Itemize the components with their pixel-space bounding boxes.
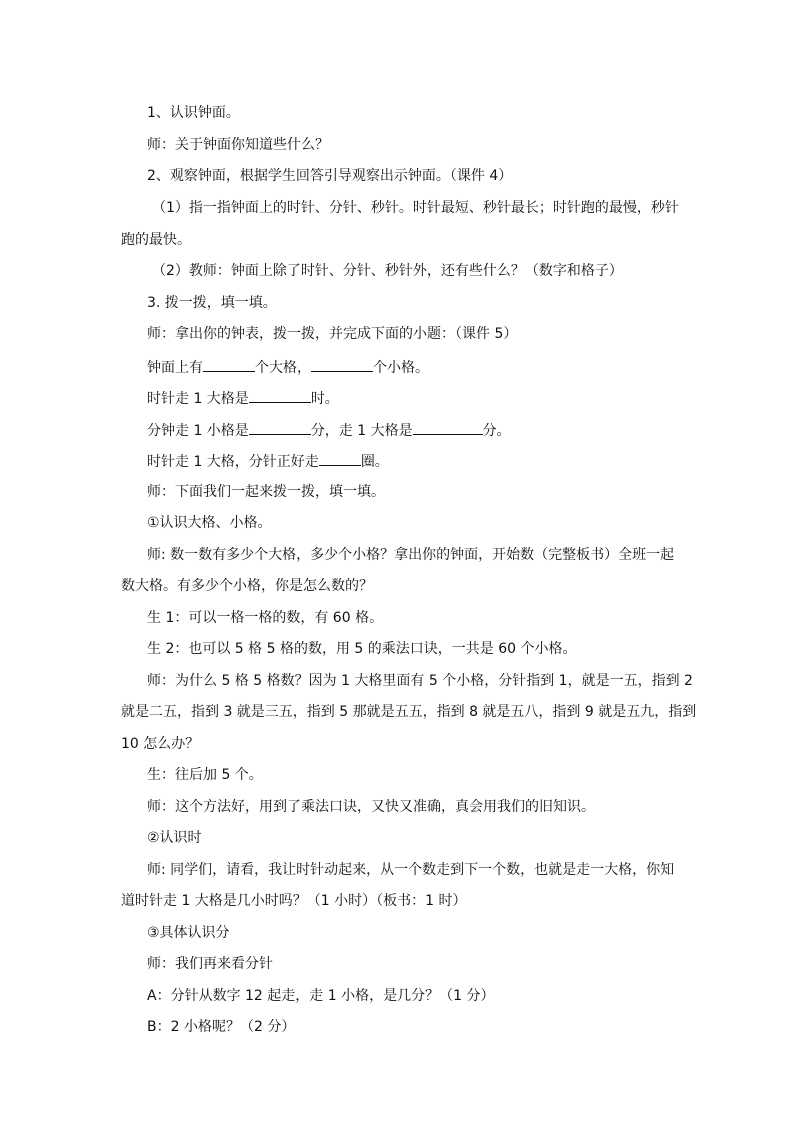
question-text: 个大格， xyxy=(255,360,311,376)
question-text: 时针走 1 大格，分针正好走 xyxy=(147,454,319,470)
paragraph-line: 生 1：可以一格一格的数，有 60 格。 xyxy=(147,610,384,626)
subheading-big-small-grids: ①认识大格、小格。 xyxy=(147,515,272,531)
answer-blank xyxy=(319,451,361,466)
paragraph-line: 道时针走 1 大格是几小时吗？（1 小时）（板书：1 时） xyxy=(121,893,467,909)
answer-blank xyxy=(413,420,483,435)
question-text: 分，走 1 大格是 xyxy=(310,423,413,439)
fill-in-question xyxy=(147,420,511,440)
subheading-know-minute: ③具体认识分 xyxy=(147,925,230,941)
paragraph-line: 10 怎么办？ xyxy=(121,736,200,752)
question-text: 个小格。 xyxy=(373,360,429,376)
subheading-know-hour: ②认识时 xyxy=(147,830,202,846)
paragraph-line: 师：这个方法好，用到了乘法口诀，又快又准确，真会用我们的旧知识。 xyxy=(147,799,595,815)
paragraph-line: （2）教师：钟面上除了时针、分针、秒针外，还有些什么？（数字和格子） xyxy=(152,263,623,279)
answer-blank xyxy=(249,388,311,403)
paragraph-line: 生：往后加 5 个。 xyxy=(147,767,263,783)
heading-dial-and-fill: 3. 拨一拨，填一填。 xyxy=(147,295,277,311)
paragraph-line: 跑的最快。 xyxy=(121,232,191,248)
question-text: 分。 xyxy=(482,423,511,439)
answer-blank xyxy=(203,357,255,372)
fill-in-question xyxy=(147,388,339,408)
paragraph-line: 师：我们再来看分针 xyxy=(147,956,273,972)
paragraph-line: A：分针从数字 12 起走，走 1 小格，是几分？（1 分） xyxy=(147,988,495,1004)
paragraph-line: 师：关于钟面你知道些什么？ xyxy=(147,137,329,153)
heading-know-clock-face: 1、认识钟面。 xyxy=(147,105,240,121)
paragraph-line: 就是二五，指到 3 就是三五，指到 5 那就是五五，指到 8 就是五八，指到 9 就是五九，指到 xyxy=(121,704,697,720)
answer-blank xyxy=(249,420,311,435)
paragraph-line: （1）指一指钟面上的时针、分针、秒针。时针最短、秒针最长；时针跑的最慢，秒针 xyxy=(152,200,679,216)
paragraph-line: 师：拿出你的钟表，拨一拨，并完成下面的小题：（课件 5） xyxy=(147,326,518,342)
answer-blank xyxy=(311,357,373,372)
paragraph-line: 师: 同学们，请看，我让时针动起来，从一个数走到下一个数，也就是走一大格，你知 xyxy=(147,862,675,878)
paragraph-line: 师: 数一数有多少个大格，多少个小格？拿出你的钟面，开始数（完整板书）全班一起 xyxy=(147,547,675,563)
question-text: 分钟走 1 小格是 xyxy=(147,423,249,439)
question-text: 圈。 xyxy=(360,454,389,470)
question-text: 钟面上有 xyxy=(147,360,203,376)
question-text: 时针走 1 大格是 xyxy=(147,391,249,407)
fill-in-question xyxy=(147,357,429,377)
paragraph-line: 师：为什么 5 格 5 格数？因为 1 大格里面有 5 个小格，分针指到 1，就是一五，指到 2 xyxy=(147,673,693,689)
heading-observe-clock-face: 2、观察钟面，根据学生回答引导观察出示钟面。（课件 4） xyxy=(147,168,513,184)
question-text: 时。 xyxy=(310,391,339,407)
fill-in-question xyxy=(147,451,389,471)
paragraph-line: B：2 小格呢？（2 分） xyxy=(147,1019,296,1035)
paragraph-line: 生 2：也可以 5 格 5 格的数，用 5 的乘法口诀，一共是 60 个小格。 xyxy=(147,641,577,657)
paragraph-line: 数大格。有多少个小格，你是怎么数的？ xyxy=(121,578,373,594)
paragraph-line: 师：下面我们一起来拨一拨，填一填。 xyxy=(147,484,385,500)
